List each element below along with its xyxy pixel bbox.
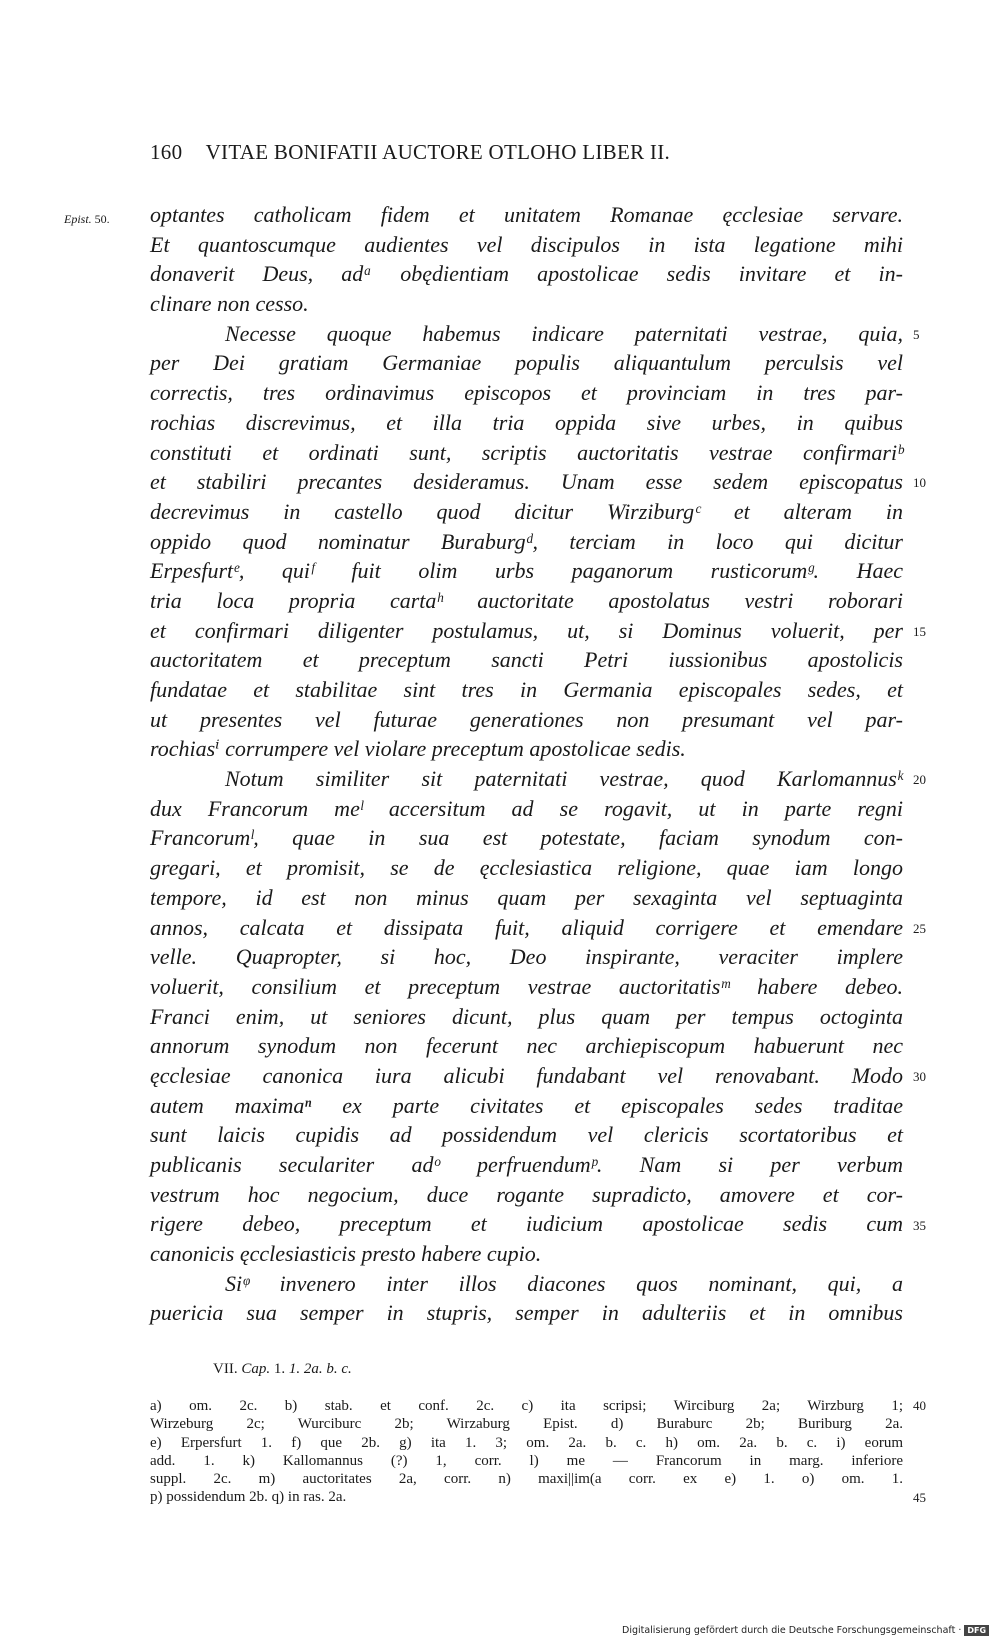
- text-line: tempore, id est non minus quam per sexaginta vel septuaginta: [150, 884, 903, 910]
- text-line: Siᵠ invenero inter illos diacones quos nominant, qui, a: [225, 1270, 903, 1296]
- text-line: gregari, et promisit, se de ęcclesiastica religione, quae iam longo: [150, 855, 903, 881]
- text-line: Franci enim, ut seniores dicunt, plus quam per tempus octoginta: [150, 1003, 903, 1029]
- line-number: 25: [913, 920, 926, 936]
- text-line: rochiasⁱ corrumpere vel violare preceptum apostolicae sedis.: [150, 736, 686, 762]
- running-header: [150, 140, 670, 165]
- line-number: 15: [913, 623, 926, 639]
- text-line: tria loca propria cartaʰ auctoritate apostolatus vestri roborari: [150, 587, 903, 613]
- text-line: voluerit, consilium et preceptum vestrae auctoritatisᵐ habere debeo.: [150, 973, 903, 999]
- line-number: 20: [913, 772, 926, 788]
- text-line: et confirmari diligenter postulamus, ut, si Dominus voluerit, per: [150, 617, 903, 643]
- text-line: ut presentes vel futurae generationes non presumant vel par-: [150, 706, 903, 732]
- text-line: correctis, tres ordinavimus episcopos et provinciam in tres par-: [150, 380, 903, 406]
- text-line: auctoritatem et preceptum sancti Petri iussionibus apostolicis: [150, 647, 903, 673]
- credit-text: Digitalisierung gefördert durch die Deutsche Forschungsgemeinschaft ·: [622, 1625, 962, 1636]
- margin-source-note: [64, 212, 110, 227]
- line-number: 30: [913, 1069, 926, 1085]
- text-line: ęcclesiae canonica iura alicubi fundabant vel renovabant. Modo: [150, 1062, 903, 1088]
- running-title: VITAE BONIFATII AUCTORE OTLOHO LIBER II.: [205, 140, 671, 164]
- text-line: puericia sua semper in stupris, semper in adulteriis et in omnibus: [150, 1300, 903, 1326]
- text-line: vestrum hoc negocium, duce rogante supradicto, amovere et cor-: [150, 1181, 903, 1207]
- text-line: clinare non cesso.: [150, 291, 309, 317]
- line-number: 5: [913, 326, 920, 342]
- text-line: oppido quod nominatur Buraburgᵈ, terciam in loco qui dicitur: [150, 528, 903, 554]
- line-number: 10: [913, 475, 926, 491]
- footnote-reference-line: [213, 1361, 352, 1378]
- footnote-line: suppl. 2c. m) auctoritates 2a, corr. n) maxi||im(a corr. ex e) 1. o) om. 1.: [150, 1471, 903, 1488]
- cap-label: Cap.: [241, 1361, 271, 1377]
- text-line: Et quantoscumque audientes vel discipulos in ista legatione mihi: [150, 231, 903, 257]
- text-line: velle. Quapropter, si hoc, Deo inspirante, veraciter implere: [150, 944, 903, 970]
- footnote-line: a) om. 2c. b) stab. et conf. 2c. c) ita scripsi; Wirciburg 2a; Wirzburg 1;: [150, 1398, 903, 1414]
- page-number: 160: [150, 140, 183, 164]
- manuscript-sigla: 1. 2a. b. c.: [288, 1361, 352, 1377]
- text-line: Necesse quoque habemus indicare paternitati vestrae, quia,: [225, 320, 903, 346]
- footnote-line: e) Erpersfurt 1. f) que 2b. g) ita 1. 3; om. 2a. b. c. h) om. 2a. b. c. i) eorum: [150, 1434, 903, 1451]
- footnote-line: add. 1. k) Kallomannus (?) 1, corr. l) me — Francorum in marg. inferiore: [150, 1452, 903, 1469]
- text-line: publicanis seculariter adᵒ perfruendumᵖ. Nam si per verbum: [150, 1152, 903, 1177]
- text-line: constituti et ordinati sunt, scriptis auctoritatis vestrae confirmariᵇ: [150, 439, 903, 465]
- text-line: Notum similiter sit paternitati vestrae, quod Karlomannusᵏ: [225, 766, 903, 792]
- text-line: annos, calcata et dissipata fuit, aliquid corrigere et emendare: [150, 914, 903, 940]
- text-line: rigere debeo, preceptum et iudicium apostolicae sedis cum: [150, 1211, 903, 1237]
- source-number: 50.: [94, 212, 110, 226]
- text-line: optantes catholicam fidem et unitatem Romanae ęcclesiae servare.: [150, 202, 903, 227]
- footnote-line-number: 40: [913, 1398, 926, 1413]
- digitization-credit: [622, 1625, 989, 1636]
- main-text: [150, 200, 926, 1328]
- line-number: 35: [913, 1217, 926, 1233]
- text-line: sunt laicis cupidis ad possidendum vel clericis scortatoribus et: [150, 1122, 903, 1148]
- text-line: dux Francorum meˡ accersitum ad se rogavit, ut in parte regni: [150, 795, 903, 821]
- text-line: decrevimus in castello quod dicitur Wirziburgᶜ et alteram in: [150, 498, 903, 524]
- footnote-line-number: 45: [913, 1489, 926, 1505]
- text-line: canonicis ęcclesiasticis presto habere cupio.: [150, 1241, 542, 1267]
- text-line: Francorumˡ, quae in sua est potestate, faciam synodum con-: [150, 825, 903, 851]
- dfg-logo: DFG: [964, 1625, 989, 1636]
- text-line: annorum synodum non fecerunt nec archiepiscopum habuerunt nec: [150, 1033, 903, 1059]
- text-line: autem maximaⁿ ex parte civitates et episcopales sedes traditae: [150, 1092, 903, 1118]
- text-line: Erpesfurtᵉ, quiᶠ fuit olim urbs paganorum rusticorumᵍ. Haec: [150, 558, 903, 584]
- cap-number: 1.: [273, 1361, 286, 1377]
- critical-apparatus: [150, 1397, 926, 1507]
- text-line: per Dei gratiam Germaniae populis aliquantulum perculsis vel: [150, 350, 903, 376]
- footnote-line: p) possidendum 2b. q) in ras. 2a.: [150, 1489, 347, 1506]
- footnote-line: Wirzeburg 2c; Wurciburc 2b; Wirzaburg Epist. d) Buraburc 2b; Buriburg 2a.: [150, 1416, 903, 1433]
- chapter-number: VII.: [213, 1361, 238, 1377]
- text-line: rochias discrevimus, et illa tria oppida sive urbes, in quibus: [150, 409, 903, 435]
- text-line: et stabiliri precantes desideramus. Unam esse sedem episcopatus: [150, 469, 903, 495]
- source-label: Epist.: [64, 212, 92, 226]
- text-line: donaverit Deus, adᵃ obędientiam apostolicae sedis invitare et in-: [150, 261, 903, 287]
- text-line: fundatae et stabilitae sint tres in Germania episcopales sedes, et: [150, 677, 903, 702]
